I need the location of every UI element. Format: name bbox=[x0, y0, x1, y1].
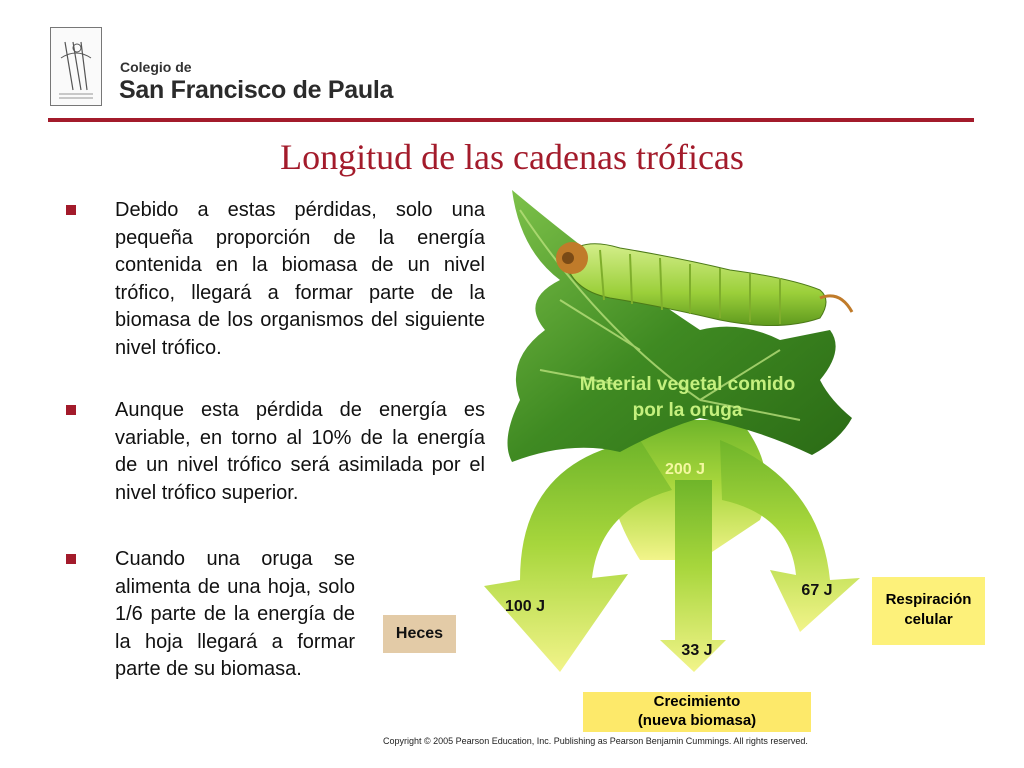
copyright-notice: Copyright © 2005 Pearson Education, Inc. Publishing as Pearson Benjamin Cummings. All rights reserved. bbox=[383, 736, 808, 746]
logo-subtitle: Colegio de bbox=[120, 59, 192, 75]
respiration-energy-label: 67 J bbox=[801, 582, 833, 599]
respiration-label-line1: Respiración bbox=[885, 591, 972, 608]
bullet-text-3: Cuando una oruga se alimenta de una hoja, solo 1/6 parte de la energía de la hoja llegará a formar parte de su biomasa. bbox=[115, 548, 355, 680]
bullet-text-1: Debido a estas pérdidas, solo una pequeña proporción de la energía contenida en la biomasa de un nivel trófico, llegará a formar parte de la biomasa de los organismos del siguiente nivel trófico. bbox=[115, 199, 485, 359]
growth-label-line1: Crecimiento bbox=[653, 693, 741, 710]
growth-box bbox=[583, 692, 811, 732]
feces-energy-label: 100 J bbox=[504, 598, 546, 615]
growth-energy-label: 33 J bbox=[681, 642, 713, 659]
respiration-box bbox=[872, 577, 985, 645]
energy-in-label: 200 J bbox=[664, 461, 706, 478]
feces-box: Heces bbox=[383, 615, 456, 653]
bullet-text-2: Aunque esta pérdida de energía es variable, en torno al 10% de la energía de un nivel trófico será asimilada por el nivel trófico superior. bbox=[115, 399, 485, 504]
slide-title: Longitud de las cadenas tróficas bbox=[280, 137, 744, 177]
leaf-label-line2: por la oruga bbox=[632, 400, 743, 421]
growth-label-line2: (nueva biomasa) bbox=[637, 712, 757, 729]
energy-arrows bbox=[484, 420, 860, 672]
logo-school-name: San Francisco de Paula bbox=[119, 76, 394, 104]
arrow-respiration bbox=[720, 440, 860, 632]
leaf-label-line1: Material vegetal comido bbox=[579, 374, 796, 395]
respiration-label-line2: celular bbox=[904, 611, 953, 628]
